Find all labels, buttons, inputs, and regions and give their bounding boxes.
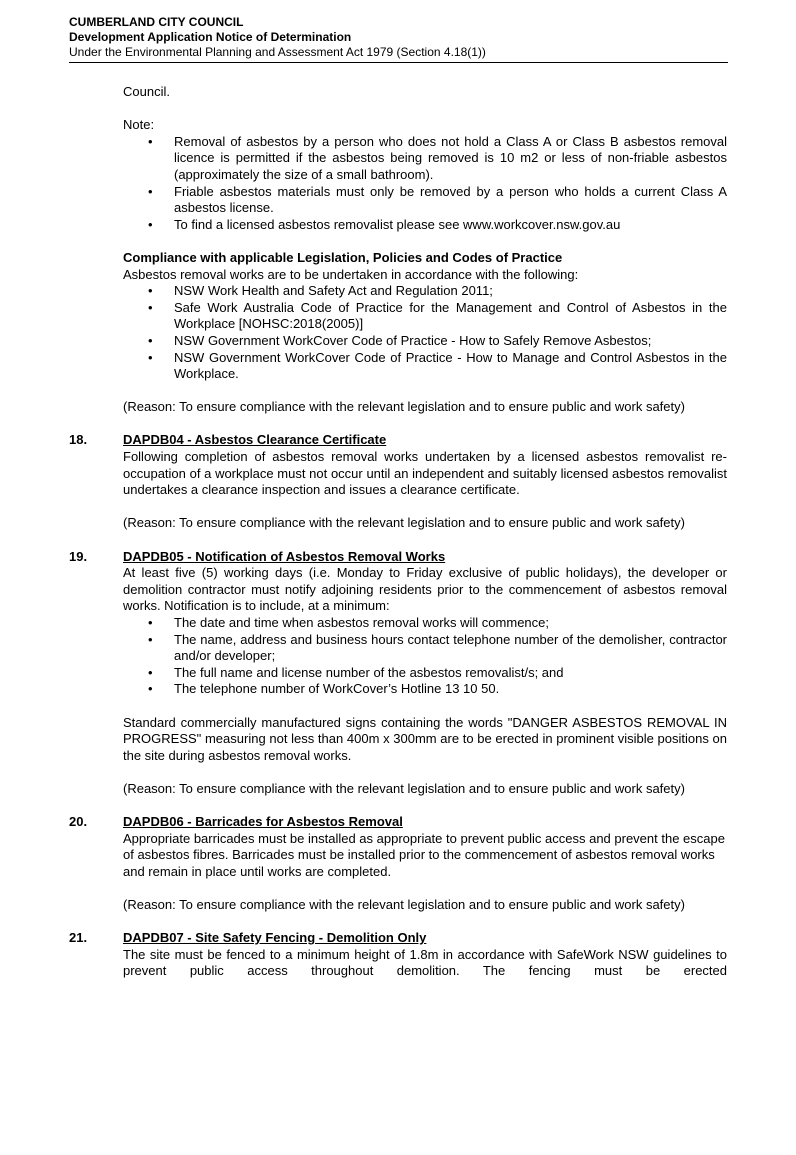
page-header <box>69 15 727 60</box>
compliance-item: • NSW Government WorkCover Code of Practice - How to Safely Remove Asbestos; <box>148 332 652 348</box>
compliance-heading: Compliance with applicable Legislation, Policies and Codes of Practice <box>123 249 563 265</box>
condition-number: 19. <box>69 548 88 564</box>
condition-title: DAPDB05 - Notification of Asbestos Removal Works <box>123 548 446 564</box>
notification-item: • The telephone number of WorkCover’s Hotline 13 10 50. <box>148 681 500 697</box>
reason-text: (Reason: To ensure compliance with the relevant legislation and to ensure public and work safety) <box>123 897 685 913</box>
bullet-icon: • <box>148 349 153 365</box>
notification-item: • The name, address and business hours contact telephone number of the demolisher, contractor and/or developer; <box>148 631 727 664</box>
condition-text: Appropriate barricades must be installed as appropriate to prevent public access and prevent the escape of asbestos fibres. Barricades must be installed prior to the commencement of asbestos removal works and remain in place until works are completed. <box>123 830 725 879</box>
reason-text: (Reason: To ensure compliance with the relevant legislation and to ensure public and work safety) <box>123 515 685 531</box>
bullet-icon: • <box>148 664 153 680</box>
continuation-text: Council. <box>123 84 170 99</box>
condition-20 <box>0 814 796 914</box>
notification-list <box>123 615 727 698</box>
bullet-icon: • <box>148 615 153 630</box>
compliance-lead: Asbestos removal works are to be undertaken in accordance with the following: <box>123 266 579 282</box>
bullet-icon: • <box>148 183 153 199</box>
condition-title: DAPDB06 - Barricades for Asbestos Removal <box>123 814 403 830</box>
bullet-icon: • <box>148 631 153 647</box>
note-item: • Friable asbestos materials must only be removed by a person who holds a current Class A asbestos license. <box>148 183 727 216</box>
bullet-icon: • <box>148 332 153 348</box>
bullet-icon: • <box>148 133 153 149</box>
document-body <box>0 84 796 980</box>
compliance-item: • NSW Work Health and Safety Act and Regulation 2011; <box>148 283 493 299</box>
note-label: Note: <box>123 117 155 133</box>
signage-text: Standard commercially manufactured signs containing the words "DANGER ASBESTOS REMOVAL IN PROGRESS" measuring not less than 400m x 300mm are to be erected in prominent visible positions on the site during asbestos removal works. <box>123 714 727 763</box>
compliance-list <box>123 283 727 383</box>
condition-17-continued <box>123 84 727 416</box>
document-title: Development Application Notice of Determination <box>69 30 352 44</box>
condition-number: 20. <box>69 814 88 830</box>
compliance-item: • Safe Work Australia Code of Practice for the Management and Control of Asbestos in the Workplace [NOHSC:2018(2005)] <box>148 299 727 332</box>
reason-text: (Reason: To ensure compliance with the relevant legislation and to ensure public and work safety) <box>123 399 685 415</box>
bullet-icon: • <box>148 299 153 315</box>
condition-18 <box>0 432 796 532</box>
note-list <box>123 134 727 234</box>
bullet-icon: • <box>148 216 153 232</box>
bullet-icon: • <box>148 283 153 299</box>
note-item: • Removal of asbestos by a person who does not hold a Class A or Class B asbestos removal licence is permitted if the asbestos being removed is 10 m2 or less of non-friable asbestos (approximately the size of a small bathroom). <box>148 133 727 182</box>
note-item: • To find a licensed asbestos removalist please see www.workcover.nsw.gov.au <box>148 216 621 232</box>
header-divider <box>69 62 728 63</box>
notification-item: • The date and time when asbestos removal works will commence; <box>148 615 549 630</box>
notification-item: • The full name and license number of the asbestos removalist/s; and <box>148 664 564 680</box>
condition-21 <box>0 930 796 980</box>
condition-19 <box>0 549 796 798</box>
reason-text: (Reason: To ensure compliance with the relevant legislation and to ensure public and work safety) <box>123 780 685 796</box>
bullet-icon: • <box>148 681 153 697</box>
condition-number: 21. <box>69 930 88 946</box>
condition-number: 18. <box>69 432 88 448</box>
condition-text: The site must be fenced to a minimum height of 1.8m in accordance with SafeWork NSW guidelines to prevent public access throughout demolition. The fencing must be erected <box>123 946 727 979</box>
act-reference: Under the Environmental Planning and Assessment Act 1979 (Section 4.18(1)) <box>69 45 486 59</box>
compliance-item: • NSW Government WorkCover Code of Practice - How to Manage and Control Asbestos in the Workplace. <box>148 349 727 382</box>
condition-title: DAPDB07 - Site Safety Fencing - Demolition Only <box>123 930 427 946</box>
condition-text: Following completion of asbestos removal works undertaken by a licensed asbestos removalist re-occupation of a workplace must not occur until an independent and suitably licensed asbestos removalist undertakes a clearance inspection and issues a clearance certificate. <box>123 449 727 498</box>
council-name: CUMBERLAND CITY COUNCIL <box>69 15 244 29</box>
condition-title: DAPDB04 - Asbestos Clearance Certificate <box>123 432 387 448</box>
condition-text: At least five (5) working days (i.e. Monday to Friday exclusive of public holidays), the developer or demolition contractor must notify adjoining residents prior to the commencement of asbestos removal works. Notification is to include, at a minimum: <box>123 565 727 614</box>
